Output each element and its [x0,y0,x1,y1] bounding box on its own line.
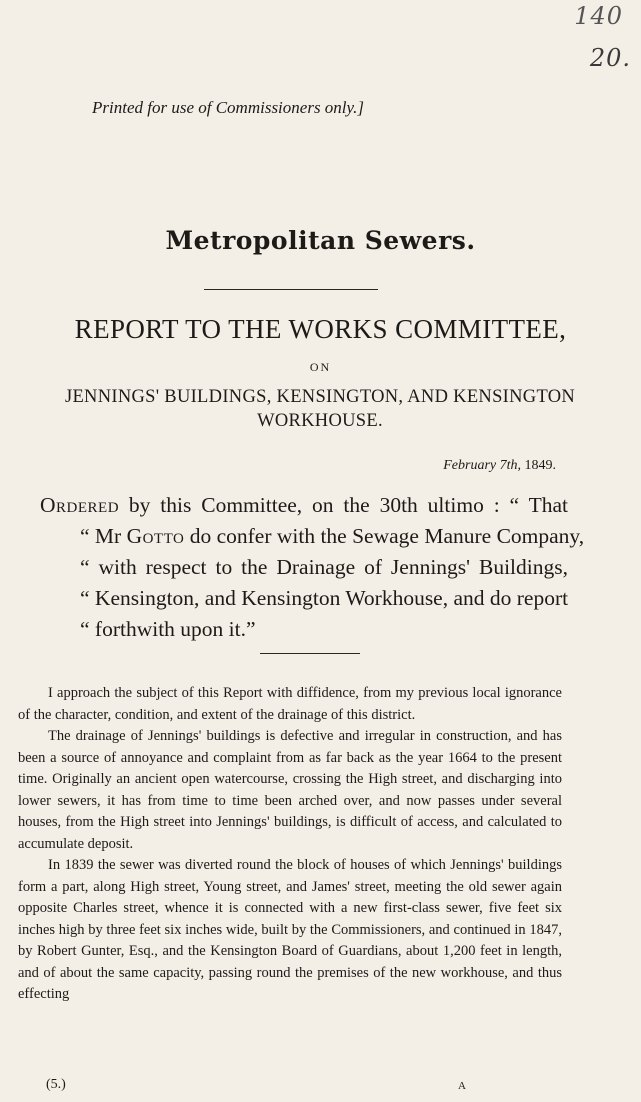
report-date [443,458,556,474]
order-line-text: by this Committee, on the 30th ultimo : “ That [119,493,568,517]
signature-mark: A [458,1080,466,1092]
divider-rule [260,653,360,654]
order-line [40,490,568,521]
report-body [18,683,562,1006]
folio-number: (5.) [46,1077,66,1092]
order-line-text: do confer with the Sewage Manure Company, [184,524,585,548]
printed-for-note: Printed for use of Commissioners only.] [92,98,365,117]
report-subject [40,385,600,433]
body-paragraph: I approach the subject of this Report with diffidence, from my previous local ignorance of the character, condition, and extent of the drainage of this district. [18,685,562,723]
subject-line: JENNINGS' BUILDINGS, KENSINGTON, AND KENSINGTON [64,387,576,407]
ordered-word: Ordered [40,493,120,517]
person-name: Gotto [126,524,185,548]
body-paragraph: In 1839 the sewer was diverted round the block of houses of which Jennings' buildings form a part, along High street, Young street, and James' street, meeting the old sewer again opposite Charles street, whence it is connected with a new first-class sewer, five feet six inches high by three feet six inches wide, built by the Commissioners, and continued in 1847, by Robert Gunter, Esq., and the Kensington Board of Guardians, about 1,200 feet in length, and of about the same capacity, passing round the premises of the new workhouse, and thus effecting [18,857,562,1002]
order-line-text: “ Mr [80,524,127,548]
report-title: REPORT TO THE WORKS COMMITTEE, [74,314,567,344]
on-label: ON [309,360,332,374]
body-paragraph: The drainage of Jennings' buildings is defective and irregular in construction, and has been a source of annoyance and complaint from as far back as the year 1664 to the present time. Originally an ancient open watercourse, crossing the High street, and discharging into lower sewers, it has from time to time been arched over, and now passes under several houses, from the High street into Jennings' buildings, is difficult of access, and calculated to accumulate deposit. [18,728,562,852]
order-line: “ with respect to the Drainage of Jennings' Buildings, [80,555,568,579]
order-line [40,521,585,552]
handwritten-number-top: 140 [574,2,623,30]
handwritten-number-bottom: 20. [589,44,631,72]
order-paragraph [40,490,585,645]
date-year: 1849. [524,458,556,473]
date-month-day: February 7th, [443,458,521,473]
masthead-title: Metropolitan Sewers. [165,226,476,255]
divider-rule [204,289,378,290]
order-line: “ Kensington, and Kensington Workhouse, and do report [80,586,569,610]
order-line: “ forthwith upon it.” [80,617,256,641]
subject-line: WORKHOUSE. [257,411,383,431]
